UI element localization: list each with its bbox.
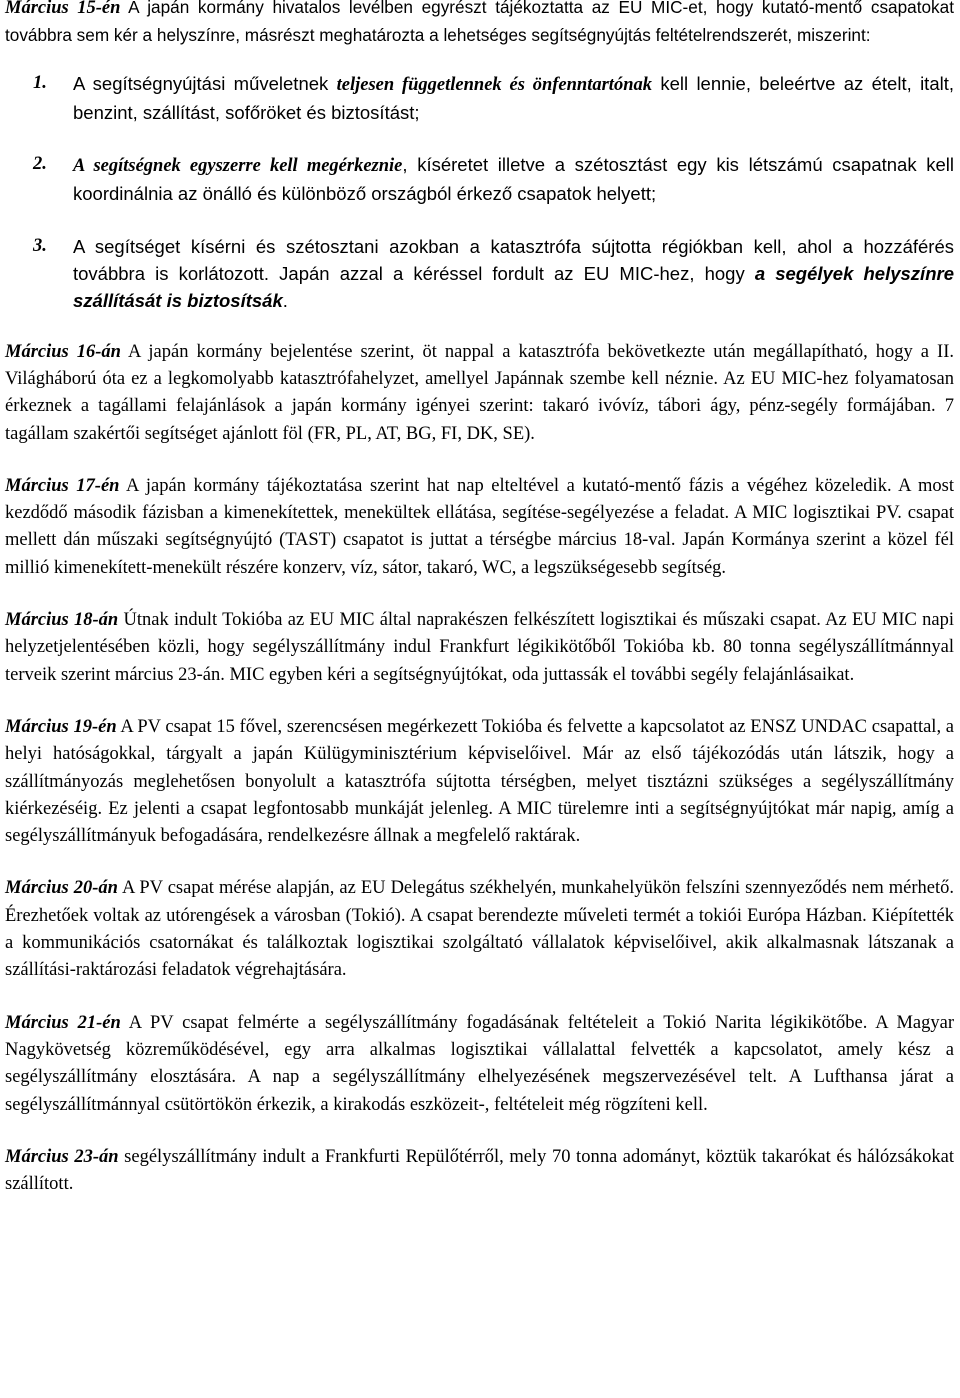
list-item-emphasis: a segélyek helyszínre szállítását is biztosítsák <box>73 263 954 312</box>
entry-text: A PV csapat felmérte a segélyszállítmány fogadásának feltételeit a Tokió Narita légikikötőbe. A Magyar Nagykövetség közreműködésével, egy arra alkalmas logisztikai vállalattal felvették a kapcsolatot, amely kész a segélyszállítmány elosztására. A nap a segélyszállítmány elhelyezésének megszervezésével telt. A Lufthansa járat a segélyszállítmánnyal csütörtökön érkezik, a kirakodás eszközeit-, feltételeit még rögzíteni kell. <box>5 1012 954 1115</box>
entry-date: Március 23-án <box>5 1146 119 1167</box>
entry-date: Március 20-án <box>5 878 118 899</box>
entry-march-23 <box>5 1144 954 1199</box>
entry-text: A japán kormány bejelentése szerint, öt nappal a katasztrófa bekövetkezte után megállapítható, hogy a II. Világháború óta ez a legkomolyabb katasztrófahelyzet, amellyel Japánnak szembe kell néznie. Az EU MIC-hez folyamatosan érkeznek a tagállami felajánlások a japán kormány igényei szerint: takaró ivóvíz, tábori ágy, pénz-segély formájában. 7 tagállam szakértői segítséget ajánlott föl (FR, PL, AT, BG, FI, DK, SE). <box>5 341 954 444</box>
list-item <box>5 151 954 208</box>
list-item-text: kell lennie, beleértve az ételt, italt, benzint, szállítást, sofőröket és biztosítást; <box>73 72 954 123</box>
entry-date: Március 18-án <box>5 610 119 631</box>
entry-date: Március 19-én <box>5 716 117 737</box>
entry-march-15 <box>5 0 954 50</box>
entry-text: segélyszállítmány indult a Frankfurti Repülőtérről, mely 70 tonna adományt, köztük takarókat és hálózsákokat szállított. <box>5 1146 954 1195</box>
entry-date: Március 17-én <box>5 475 120 496</box>
list-item-emphasis: teljesen függetlennek és önfenntartónak <box>336 74 652 95</box>
entry-date: Március 15-én <box>5 0 121 18</box>
list-item-number: 3. <box>33 235 47 256</box>
list-item <box>5 70 954 127</box>
entry-march-21 <box>5 1010 954 1119</box>
entry-march-16 <box>5 339 954 448</box>
list-item-text: . <box>282 290 288 312</box>
list-item-text: A segítségnyújtási műveletnek <box>73 72 337 94</box>
entry-march-17 <box>5 473 954 582</box>
entry-text: Útnak indult Tokióba az EU MIC által naprakészen felkészített logisztikai és műszaki csapat. Az EU MIC napi helyzetjelentésében közli, hogy segélyszállítmány indul Frankfurt légikikötőből Tokióba kb. 80 tonna segélyszállítmánnyal terveik szerint március 23-án. MIC egyben kéri a segítségnyújtókat, oda juttassák el további segély felajánlásaikat. <box>5 610 954 685</box>
list-item-text: , kíséretet illetve a szétosztást egy kis létszámú csapatnak kell koordinálnia az önálló és különböző országból érkező csapatok helyett; <box>73 154 954 205</box>
entry-march-18 <box>5 607 954 689</box>
entry-text: A PV csapat 15 fővel, szerencsésen megérkezett Tokióba és felvette a kapcsolatot az ENSZ UNDAC csapattal, a helyi hatóságokkal, tárgyalt a japán Külügyminisztérium képviselőivel. Már az első tájékozódás után látszik, hogy a szállítmányozás meglehetősen bonyolult a katasztrófa sújtotta térségben, melyet tisztázni szükséges a segélyszállítmány kiérkezéséig. Ez jelenti a csapat legfontosabb munkáját jelenleg. A MIC türelemre inti a segítségnyújtókat már napig, amíg a segélyszállítmányuk befogadására, rendelkezésre állnak a megfelelő raktárak. <box>5 716 954 847</box>
entry-text: A PV csapat mérése alapján, az EU Delegátus székhelyén, munkahelyükön felszíni szennyeződés nem mérhető. Érezhetőek voltak az utórengések a városban (Tokió). A csapat berendezte műveleti termét a tokiói Európa Házban. Kiépítették a kommunikációs csatornákat és találkoztak logisztikai szolgáltató vállalatok képviselőivel, akik alkalmasnak látszanak a szállítási-raktározási feladatok végrehajtására. <box>5 878 954 981</box>
entry-date: Március 21-én <box>5 1012 121 1033</box>
entry-text: A japán kormány hivatalos levélben egyrészt tájékoztatta az EU MIC-et, hogy kutató-mentő csapatokat továbbra sem kér a helyszínre, másrészt meghatározta a lehetséges segítségnyújtás feltételrendszerét, miszerint: <box>5 0 954 46</box>
list-item-text: A segítséget kísérni és szétosztani azokban a katasztrófa sújtotta régiókban kell, ahol a hozzáférés továbbra is korlátozott. Japán azzal a kéréssel fordult az EU MIC-hez, hogy <box>73 235 954 285</box>
list-item-emphasis: A segítségnek egyszerre kell megérkeznie <box>73 156 403 177</box>
entry-march-19 <box>5 714 954 850</box>
entry-text: A japán kormány tájékoztatása szerint hat nap elteltével a kutató-mentő fázis a végéhez közeledik. A most kezdődő második fázisban a kimenekítettek, menekültek ellátása, segítése-segélyezése a feladat. A MIC logisztikai PV. csapat mellett dán műszaki segítségnyújtó (TAST) csapatot is juttat a térségbe március 18-val. Japán Kormánya szerint a közel fél millió kimenekített-menekült részére konzerv, víz, sátor, takaró, WC, a legszükségesebb segítség. <box>5 475 954 578</box>
list-item-number: 1. <box>33 72 47 93</box>
list-item <box>5 233 954 315</box>
conditions-list <box>5 70 954 315</box>
entry-march-20 <box>5 875 954 984</box>
entry-date: Március 16-án <box>5 341 121 362</box>
list-item-number: 2. <box>33 154 47 175</box>
